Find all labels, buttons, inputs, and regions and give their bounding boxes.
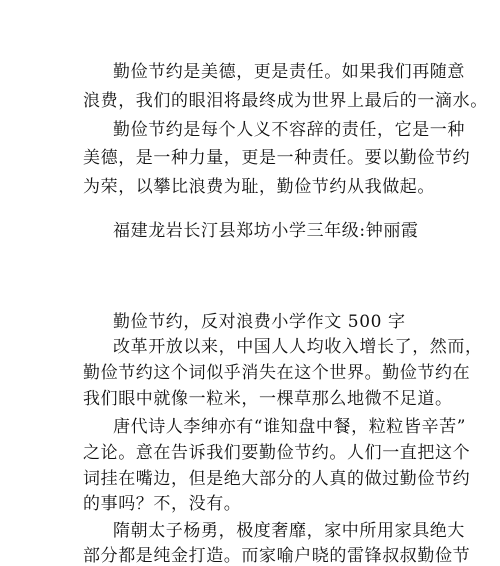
paragraph-line: 勤俭节约这个词似乎消失在这个世界。勤俭节约在 — [83, 363, 471, 383]
paragraph-line: 勤俭节约是美德，更是责任。如果我们再随意 — [113, 62, 465, 82]
paragraph-line: 词挂在嘴边，但是绝大部分的人真的做过勤俭节约 — [83, 469, 471, 489]
paragraph-line: 勤俭节约是每个人义不容辞的责任，它是一种 — [113, 120, 465, 140]
paragraph-line: 之论。意在告诉我们要勤俭节约。人们一直把这个 — [83, 443, 471, 463]
paragraph-line: 我们眼中就像一粒米，一棵草那么地微不足道。 — [83, 389, 453, 409]
paragraph-line: 浪费，我们的眼泪将最终成为世界上最后的一滴水。 — [83, 91, 488, 111]
paragraph-line: 的事吗？不，没有。 — [83, 494, 242, 514]
paragraph-line: 为荣，以攀比浪费为耻，勤俭节约从我做起。 — [83, 177, 435, 197]
paragraph-line: 美德，是一种力量，更是一种责任。要以勤俭节约 — [83, 148, 471, 168]
paragraph-line: 隋朝太子杨勇，极度奢靡，家中所用家具绝大 — [113, 521, 465, 541]
paragraph-line: 部分都是纯金打造。而家喻户晓的雷锋叔叔勤俭节 — [83, 546, 471, 566]
article-title: 勤俭节约，反对浪费小学作文 500 字 — [113, 312, 406, 332]
paragraph-line: 改革开放以来，中国人人均收入增长了，然而， — [113, 337, 483, 357]
paragraph-line: 唐代诗人李绅亦有“谁知盘中餐，粒粒皆辛苦” — [113, 417, 466, 437]
author-line: 福建龙岩长汀县郑坊小学三年级:钟丽霞 — [113, 221, 419, 241]
